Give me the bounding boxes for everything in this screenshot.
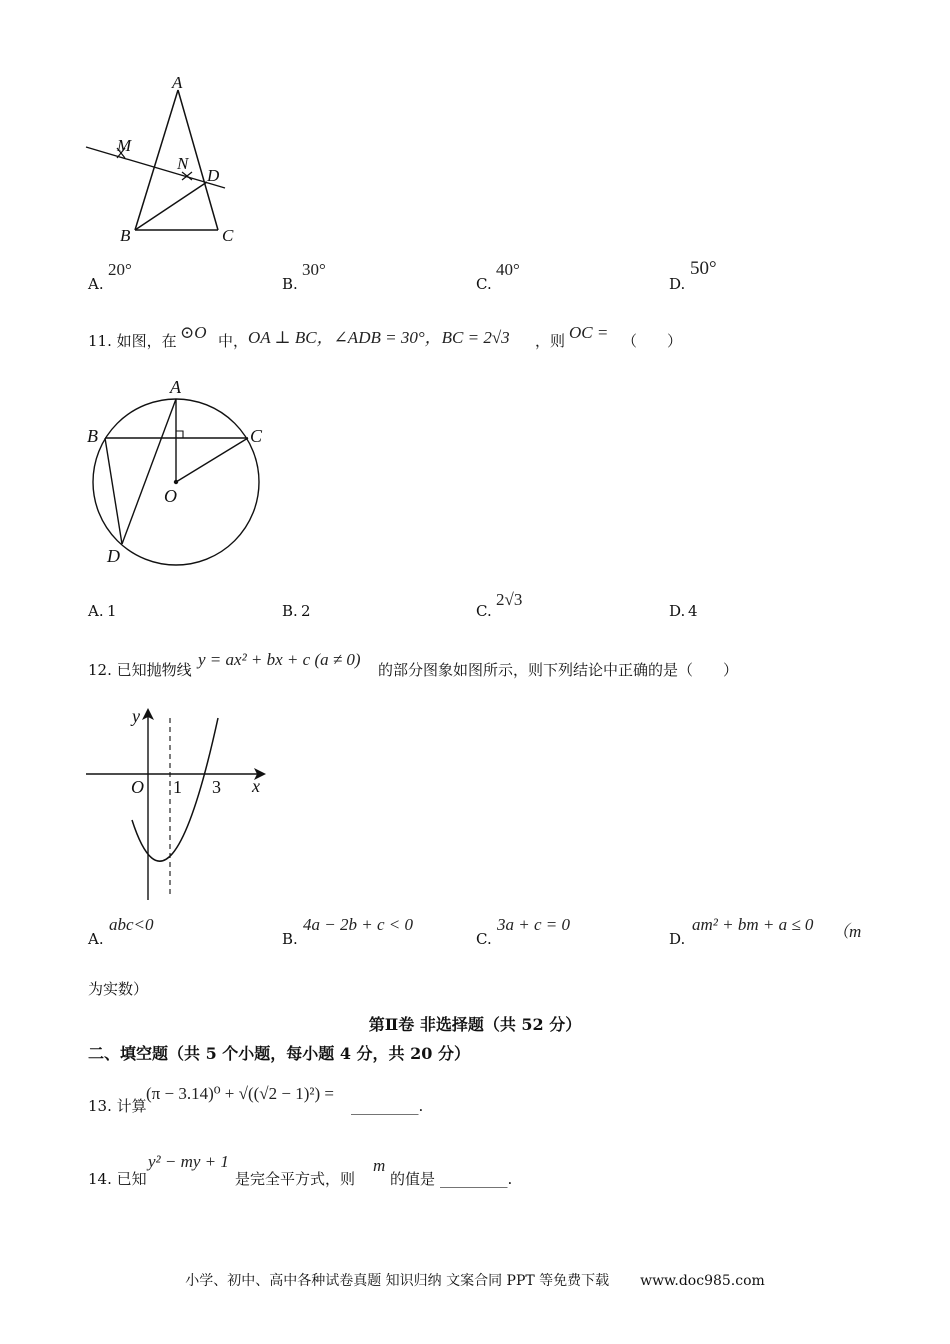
label-M: M [117,136,132,155]
q11-circle: ⊙O [180,323,207,342]
q11-options [88,590,888,622]
label-D: D [107,546,120,566]
q14-math: y² − my + 1 [148,1152,229,1171]
q10-option-d-letter: D. [669,275,686,293]
q11-option-d-letter: D. [669,602,686,620]
q10-option-a-letter: A. [88,275,104,293]
q11-number: 11. 如图，在 [88,332,177,350]
q11-option-b-letter: B. [282,602,298,620]
section2-subtitle: 二、填空题（共 5 个小题，每小题 4 分，共 20 分） [88,1044,470,1063]
label-x: x [252,776,260,796]
q12-suffix: 的部分图象如图所示，则下列结论中正确的是（ ） [378,661,739,679]
q13-number: 13. 计算 [88,1097,147,1115]
q11-stem [88,323,908,353]
q12-option-a-value: abc<0 [109,915,154,934]
page-footer [0,1270,950,1290]
q12-parabola-figure [82,702,282,904]
label-y: y [132,706,140,726]
q12-option-c-value: 3a + c = 0 [497,915,570,934]
section2-title: 第Ⅱ卷 非选择题（共 52 分） [368,1015,582,1034]
q11-option-c-value: 2√3 [496,590,523,609]
q11-option-a-value: 1 [107,602,117,620]
footer-url[interactable]: www.doc985.com [640,1273,765,1289]
q14-mid: 是完全平方式，则 [235,1170,356,1188]
q12-number: 12. 已知抛物线 [88,661,192,679]
label-origin: O [131,777,144,797]
label-C: C [222,226,234,245]
q12-math: y = ax² + bx + c (a ≠ 0) [198,650,361,669]
label-N: N [177,154,189,173]
q11-mid: 中， [218,332,249,350]
footer-text: 小学、初中、高中各种试卷真题 知识归纳 文案合同 PPT 等免费下载 [185,1273,610,1289]
q11-ask: OC = [569,323,609,342]
q14-number: 14. 已知 [88,1170,147,1188]
q12-option-d-letter: D. [669,930,686,948]
q14-tail: 的值是 [390,1170,436,1188]
q10-option-a-value: 20° [108,260,132,279]
q12-continuation: 为实数） [88,980,149,998]
q11-option-d-value: 4 [688,602,698,620]
q10-option-c-value: 40° [496,260,520,279]
q11-paren: （ ） [622,332,683,350]
section2-title-wrap [0,1012,950,1035]
label-O: O [164,486,177,506]
q14-blank: _________. [440,1170,513,1188]
q11-option-b-value: 2 [301,602,311,620]
label-C: C [250,426,263,446]
q11-circle-figure [80,372,280,572]
q12-option-b-letter: B. [282,930,298,948]
label-one: 1 [173,777,182,797]
q13-math: (π − 3.14)⁰ + √((√2 − 1)²) = [146,1084,334,1103]
q14-stem [88,1152,908,1192]
q10-option-d-value: 50° [690,258,717,279]
q10-option-b-value: 30° [302,260,326,279]
q12-option-c-letter: C. [476,930,492,948]
label-B: B [87,426,98,446]
label-D: D [207,166,220,185]
q11-suffix: ，则 [535,332,566,350]
label-B: B [120,226,131,245]
q12-stem [88,650,908,680]
q12-option-b-value: 4a − 2b + c < 0 [303,915,413,934]
q14-var: m [373,1156,386,1175]
q12-option-d-tail: （m [832,922,862,941]
q12-option-a-letter: A. [88,930,104,948]
q12-option-d-value: am² + bm + a ≤ 0 [692,915,814,934]
label-three: 3 [212,777,221,797]
q11-option-c-letter: C. [476,602,492,620]
label-A: A [172,73,183,92]
q10-options [88,258,888,294]
q10-option-b-letter: B. [282,275,298,293]
label-A: A [170,377,181,397]
q13-blank: _________. [351,1097,424,1115]
q12-options [88,915,888,947]
q10-triangle-figure [80,70,250,250]
q13-stem [88,1076,908,1120]
q10-option-c-letter: C. [476,275,492,293]
q11-math: OA ⊥ BC，∠ADB = 30°，BC = 2√3 [248,328,510,347]
q11-option-a-letter: A. [88,602,104,620]
